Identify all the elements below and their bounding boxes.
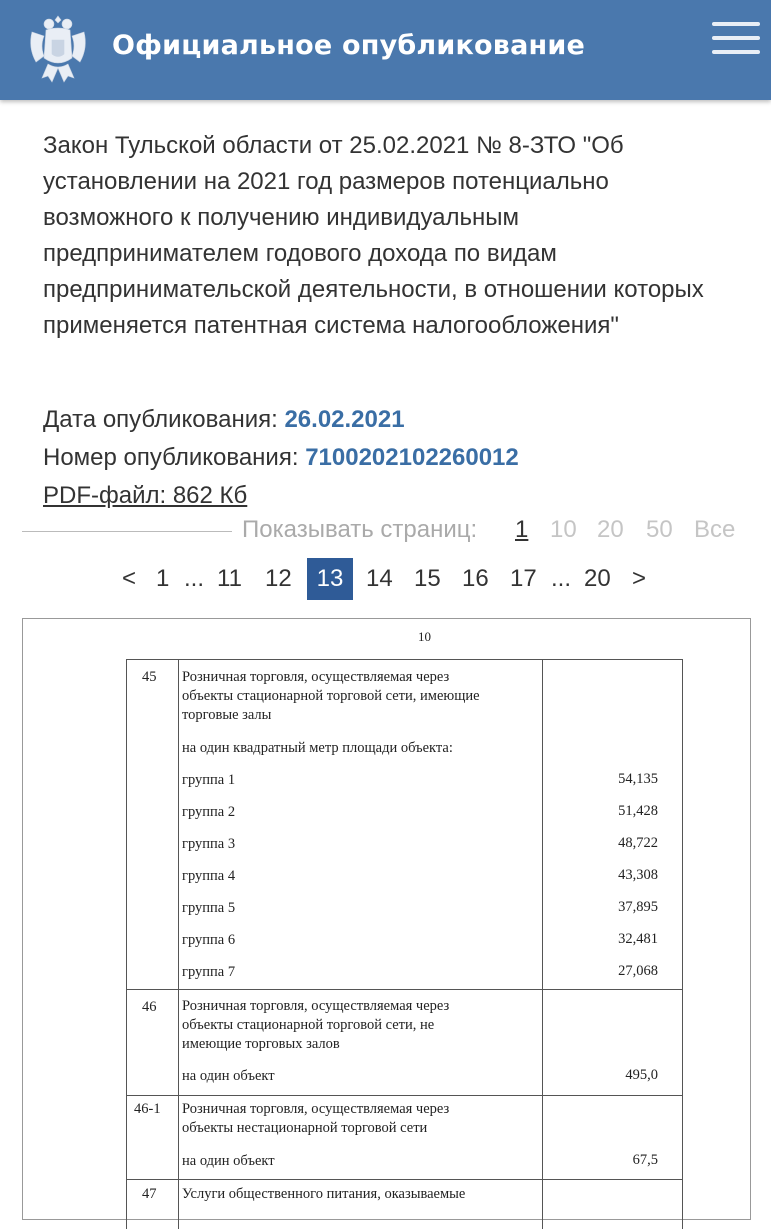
- row-value: 495,0: [625, 1067, 658, 1083]
- group-label: группа 6: [182, 932, 236, 948]
- row-description-line: имеющие торговых залов: [182, 1036, 340, 1052]
- scanned-page-image: [22, 618, 751, 1220]
- document-title: Закон Тульской области от 25.02.2021 № 8-ЗТО "Об установлении на 2021 год размеров потенциально возможного к получению индивидуальным предпринимателем годового дохода по видам предпринимательской деятельности, в отношении которых применяется патентная система налогообложения": [43, 132, 704, 339]
- row-description-line: Услуги общественного питания, оказываемые: [182, 1186, 466, 1202]
- publication-date-label: Дата опубликования:: [43, 406, 278, 433]
- page-link-14[interactable]: 14: [366, 565, 393, 592]
- publication-number: [43, 444, 519, 472]
- row-subheading: на один объект: [182, 1153, 275, 1169]
- table-column-divider: [178, 659, 179, 1229]
- table-row-divider: [126, 659, 683, 660]
- page-link-13-current[interactable]: 13: [307, 558, 353, 600]
- site-header: [0, 0, 771, 100]
- table-border-right: [682, 659, 683, 1229]
- divider: [22, 531, 232, 532]
- pages-option-1[interactable]: 1: [515, 516, 529, 543]
- table-column-divider: [542, 659, 543, 1229]
- row-number: 47: [142, 1186, 157, 1202]
- publication-number-label: Номер опубликования:: [43, 444, 299, 471]
- row-description-line: Розничная торговля, осуществляемая через: [182, 1101, 450, 1117]
- group-label: группа 2: [182, 804, 236, 820]
- table-row-divider: [126, 1179, 683, 1180]
- pdf-file: [43, 482, 247, 510]
- publication-date: [43, 406, 405, 434]
- row-description-line: Розничная торговля, осуществляемая через: [182, 998, 450, 1014]
- pages-per-view-label: Показывать страниц:: [242, 516, 478, 543]
- page-link-16[interactable]: 16: [462, 565, 489, 592]
- row-number: 45: [142, 669, 157, 685]
- row-description-line: объекты нестационарной торговой сети: [182, 1120, 428, 1136]
- page-link-15[interactable]: 15: [414, 565, 441, 592]
- site-title[interactable]: Официальное опубликование: [112, 30, 585, 61]
- coat-of-arms-icon[interactable]: [22, 10, 94, 88]
- pagination: [0, 558, 771, 602]
- group-label: группа 3: [182, 836, 236, 852]
- row-value: 67,5: [632, 1152, 658, 1168]
- group-label: группа 5: [182, 900, 236, 916]
- group-label: группа 7: [182, 964, 236, 980]
- pdf-file-link[interactable]: PDF-файл: 862 Кб: [43, 482, 248, 509]
- table-border-left: [126, 659, 127, 1229]
- group-label: группа 4: [182, 868, 236, 884]
- scan-table: [126, 659, 683, 1229]
- next-page-button[interactable]: >: [632, 565, 647, 592]
- prev-page-button[interactable]: <: [122, 565, 137, 592]
- page-link-1[interactable]: 1: [156, 565, 170, 592]
- row-description-line: торговые залы: [182, 707, 272, 723]
- hamburger-menu-icon[interactable]: [712, 22, 760, 56]
- group-value: 37,895: [618, 899, 658, 915]
- pagination-ellipsis: ...: [184, 565, 205, 592]
- group-value: 43,308: [618, 867, 658, 883]
- table-row-divider: [126, 989, 683, 990]
- row-number: 46-1: [134, 1101, 161, 1117]
- pages-option-20[interactable]: 20: [597, 516, 624, 543]
- group-label: группа 1: [182, 772, 236, 788]
- pages-per-view: [0, 512, 771, 552]
- pages-option-50[interactable]: 50: [646, 516, 673, 543]
- row-subheading: на один объект: [182, 1068, 275, 1084]
- row-description-line: объекты стационарной торговой сети, имеющие: [182, 688, 480, 704]
- page-link-11[interactable]: 11: [217, 565, 242, 592]
- row-description-line: объекты стационарной торговой сети, не: [182, 1017, 435, 1033]
- group-value: 27,068: [618, 963, 658, 979]
- pagination-ellipsis-2: ...: [551, 565, 572, 592]
- pages-option-all[interactable]: Все: [694, 516, 736, 543]
- page-link-12[interactable]: 12: [265, 565, 292, 592]
- row-description-line: Розничная торговля, осуществляемая через: [182, 669, 450, 685]
- pages-option-10[interactable]: 10: [550, 516, 577, 543]
- table-row-divider: [126, 1095, 683, 1096]
- group-value: 54,135: [618, 771, 658, 787]
- publication-number-value: 7100202102260012: [305, 444, 519, 471]
- group-value: 48,722: [618, 835, 658, 851]
- row-subheading: на один квадратный метр площади объекта:: [182, 740, 453, 756]
- group-value: 32,481: [618, 931, 658, 947]
- page-link-17[interactable]: 17: [510, 565, 537, 592]
- publication-date-value: 26.02.2021: [284, 406, 405, 433]
- group-value: 51,428: [618, 803, 658, 819]
- page-link-20[interactable]: 20: [584, 565, 611, 592]
- scan-page-number: 10: [418, 629, 431, 644]
- row-number: 46: [142, 999, 157, 1015]
